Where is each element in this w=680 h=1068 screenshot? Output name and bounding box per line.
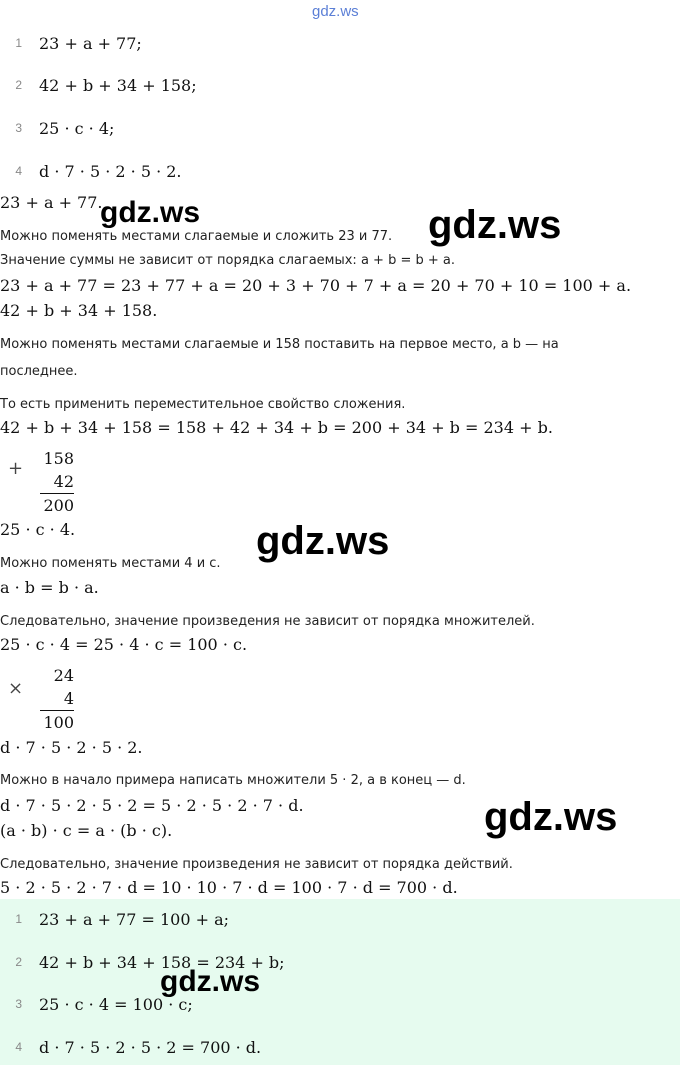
- solution-text: Можно поменять местами слагаемые и 158 поставить на первое место, а b — на: [0, 337, 559, 352]
- task-expression: 25 · c · 4;: [39, 118, 115, 138]
- task-item-2: [0, 64, 197, 106]
- solution-text: То есть применить переместительное свойство сложения.: [0, 397, 406, 412]
- solution-text: Следовательно, значение произведения не зависит от порядка множителей.: [0, 614, 535, 629]
- solution-line: d · 7 · 5 · 2 · 5 · 2.: [0, 738, 143, 757]
- task-number: 3: [15, 121, 22, 135]
- solution-text: Значение суммы не зависит от порядка слагаемых: a + b = b + a.: [0, 253, 455, 268]
- answer-number: 4: [15, 1040, 22, 1054]
- solution-line: 25 · c · 4 = 25 · 4 · c = 100 · c.: [0, 635, 248, 654]
- answer-number: 3: [15, 997, 22, 1011]
- task-expression: 23 + a + 77;: [39, 33, 142, 53]
- column-row: 42: [53, 472, 74, 491]
- watermark: gdz.ws: [428, 203, 562, 247]
- solution-line: d · 7 · 5 · 2 · 5 · 2 = 5 · 2 · 5 · 2 · 7 · d.: [0, 796, 304, 815]
- task-item-3: [0, 107, 114, 149]
- answer-item-1: [0, 898, 229, 940]
- task-number: 1: [15, 36, 22, 50]
- column-addition: [40, 447, 74, 517]
- solution-line: 25 · c · 4.: [0, 520, 76, 539]
- answer-number: 2: [15, 955, 22, 969]
- answer-item-4: [0, 1026, 261, 1068]
- column-result: 200: [40, 493, 74, 517]
- answer-expression: 23 + a + 77 = 100 + a;: [39, 909, 230, 929]
- column-result: 100: [40, 710, 74, 734]
- answer-expression: 25 · c · 4 = 100 · c;: [39, 994, 193, 1014]
- task-number: 2: [15, 78, 22, 92]
- solution-line: 23 + a + 77 = 23 + 77 + a = 20 + 3 + 70 + 7 + a = 20 + 70 + 10 = 100 + a.: [0, 276, 632, 295]
- solution-line: 5 · 2 · 5 · 2 · 7 · d = 10 · 10 · 7 · d = 100 · 7 · d = 700 · d.: [0, 878, 458, 897]
- answer-expression: d · 7 · 5 · 2 · 5 · 2 = 700 · d.: [39, 1037, 262, 1057]
- solution-line: 23 + a + 77.: [0, 193, 103, 212]
- task-expression: d · 7 · 5 · 2 · 5 · 2.: [39, 161, 182, 181]
- task-expression: 42 + b + 34 + 158;: [39, 75, 197, 95]
- watermark: gdz.ws: [484, 795, 618, 839]
- column-multiplication: [40, 664, 74, 734]
- solution-line: 42 + b + 34 + 158.: [0, 301, 158, 320]
- solution-text: Следовательно, значение произведения не зависит от порядка действий.: [0, 857, 513, 872]
- watermark: gdz.ws: [160, 965, 261, 998]
- column-operator: ×: [8, 678, 24, 699]
- column-operator: +: [8, 458, 24, 479]
- solution-text: Можно поменять местами 4 и c.: [0, 556, 221, 571]
- solution-line: a · b = b · a.: [0, 578, 99, 597]
- column-row: 158: [43, 449, 74, 468]
- column-row: 4: [63, 689, 74, 708]
- solution-text: Можно в начало примера написать множители 5 · 2, а в конец — d.: [0, 773, 466, 788]
- solution-text: Можно поменять местами слагаемые и сложить 23 и 77.: [0, 229, 393, 244]
- site-watermark-top: gdz.ws: [312, 3, 359, 20]
- task-item-1: [0, 22, 142, 64]
- watermark: gdz.ws: [256, 519, 390, 563]
- column-row: 24: [53, 666, 74, 685]
- answer-expression: 42 + b + 34 + 158 = 234 + b;: [39, 952, 285, 972]
- answer-number: 1: [15, 912, 22, 926]
- solution-line: 42 + b + 34 + 158 = 158 + 42 + 34 + b = 200 + 34 + b = 234 + b.: [0, 418, 553, 437]
- solution-line: (a · b) · c = a · (b · c).: [0, 821, 173, 840]
- solution-text: последнее.: [0, 364, 78, 379]
- task-item-4: [0, 150, 182, 192]
- task-number: 4: [15, 164, 22, 178]
- watermark: gdz.ws: [100, 196, 201, 229]
